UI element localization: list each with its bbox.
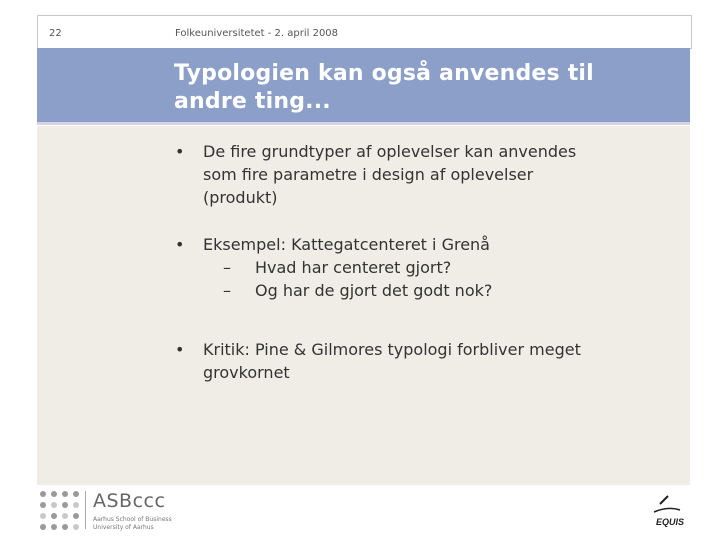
sub-item-dash: – [223, 281, 231, 300]
asb-logo-name: ASBccc [93, 490, 166, 512]
bullet-2-line-1: Eksempel: Kattegatcenteret i Grenå [203, 235, 490, 254]
title-band-shadow [37, 122, 690, 125]
slide-header-bar [37, 15, 692, 49]
slide-number: 22 [49, 28, 62, 39]
slide-title-line-1: Typologien kan også anvendes til [174, 61, 594, 86]
asb-logo-line-1: Aarhus School of Business [93, 516, 172, 523]
bullet-1-line-1: De fire grundtyper af oplevelser kan anvendes [203, 142, 577, 161]
bullet-dot: • [175, 235, 185, 254]
slide-title [174, 60, 674, 116]
bullet-item-2 [177, 233, 657, 302]
bullet-3-line-2: grovkornet [203, 363, 290, 382]
sub-item-1-text: Hvad har centeret gjort? [255, 258, 452, 277]
bullet-dot: • [175, 142, 185, 161]
bullet-item-1 [177, 140, 657, 209]
bullet-1-line-2: som fire parametre i design af oplevelser [203, 165, 534, 184]
asb-logo-grid-icon [40, 491, 82, 533]
slide-title-line-2: andre ting... [174, 89, 331, 114]
bullet-3-line-1: Kritik: Pine & Gilmores typologi forbliver meget [203, 340, 581, 359]
sub-item-1 [203, 256, 657, 279]
asb-logo-line-2: University of Aarhus [93, 524, 154, 531]
logo-divider [85, 491, 86, 529]
bullet-dot: • [175, 340, 185, 359]
content-area [37, 126, 690, 485]
equis-label: EQUIS [656, 517, 685, 527]
sub-item-2-text: Og har de gjort det godt nok? [255, 281, 493, 300]
bullet-1-line-3: (produkt) [203, 188, 278, 207]
equis-logo-icon [646, 492, 686, 532]
bullet-item-3 [177, 338, 657, 384]
sub-item-2 [203, 279, 657, 302]
header-text: Folkeuniversitetet - 2. april 2008 [175, 28, 339, 39]
sub-item-dash: – [223, 258, 231, 277]
